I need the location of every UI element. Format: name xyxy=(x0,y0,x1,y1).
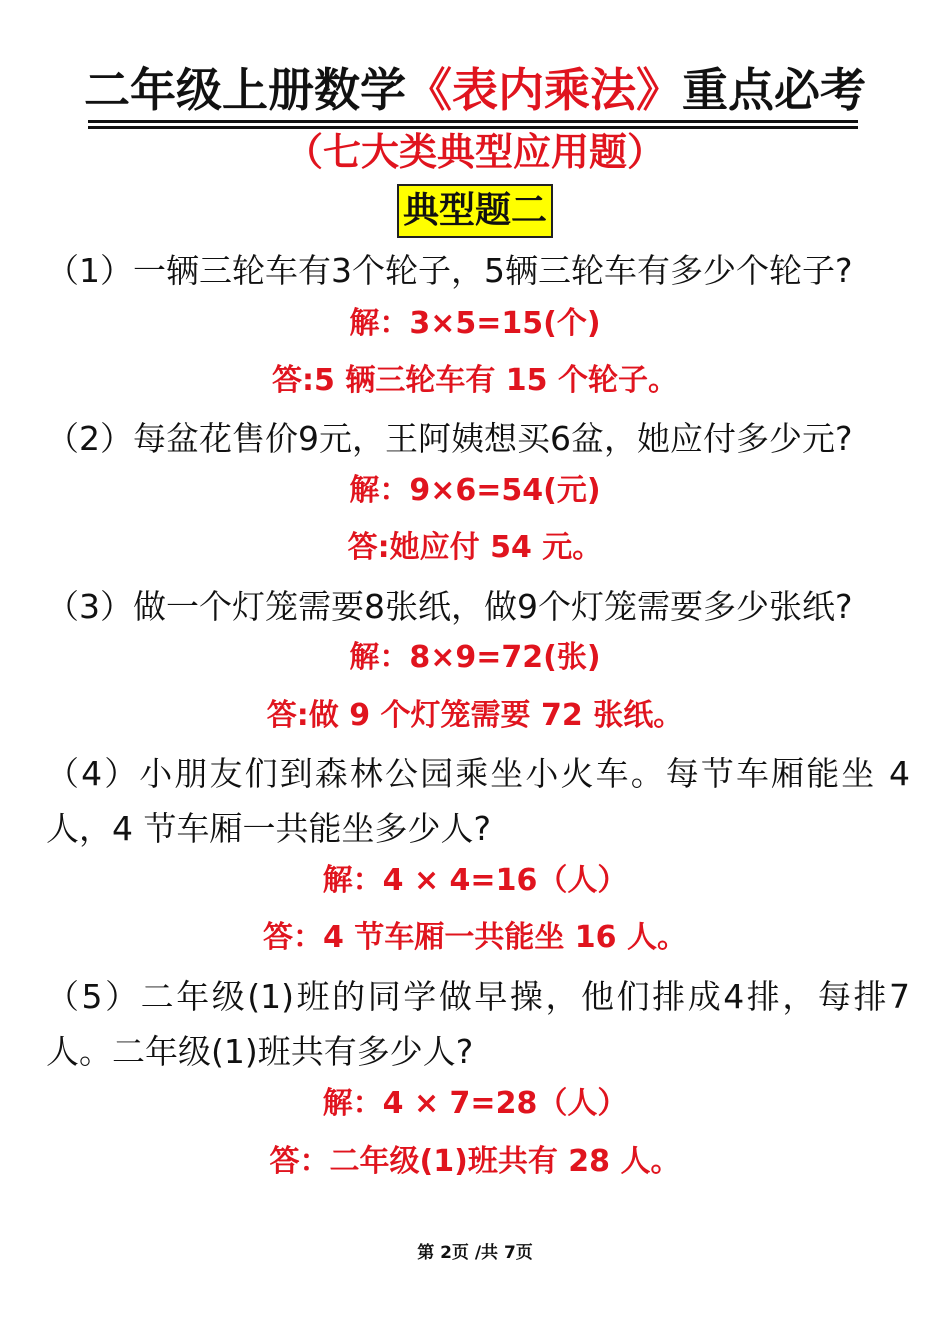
problem-5-answer: 答：二年级(1)班共有 28 人。 xyxy=(269,1144,681,1179)
problem-1-answer: 答:5 辆三轮车有 15 个轮子。 xyxy=(272,363,678,398)
page-subtitle: （七大类典型应用题） xyxy=(284,130,665,174)
problem-3-solution: 解：8×9=72(张) xyxy=(349,640,601,675)
problem-4-question: （4）小朋友们到森林公园乘坐小火车。每节车厢能坐 4 人，4 节车厢一共能坐多少人? xyxy=(46,754,910,848)
title-suffix: 重点必考 xyxy=(682,63,866,117)
problem-3-answer: 答:做 9 个灯笼需要 72 张纸。 xyxy=(266,698,684,733)
problem-5-solution: 解：4 × 7=28（人） xyxy=(322,1086,628,1121)
problem-4-answer: 答：4 节车厢一共能坐 16 人。 xyxy=(263,920,687,955)
problem-2-answer: 答:她应付 54 元。 xyxy=(347,530,603,565)
section-badge: 典型题二 xyxy=(397,184,553,238)
problem-2-question: （2）每盆花售价9元，王阿姨想买6盆，她应付多少元? xyxy=(46,419,853,458)
problem-1-solution: 解：3×5=15(个) xyxy=(349,306,601,341)
section-badge-row xyxy=(0,184,950,238)
problem-4-solution: 解：4 × 4=16（人） xyxy=(322,863,628,898)
title-underline-top xyxy=(88,120,858,123)
problem-3-question: （3）做一个灯笼需要8张纸，做9个灯笼需要多少张纸? xyxy=(46,587,853,626)
page-title xyxy=(0,58,950,122)
problem-1-question: （1）一辆三轮车有3个轮子，5辆三轮车有多少个轮子? xyxy=(46,251,853,290)
problem-5-question: （5）二年级(1)班的同学做早操，他们排成4排，每排7人。二年级(1)班共有多少人? xyxy=(46,977,910,1071)
title-prefix: 二年级上册数学 xyxy=(84,63,406,117)
title-highlight: 《表内乘法》 xyxy=(406,63,682,117)
problem-2-solution: 解：9×6=54(元) xyxy=(349,473,601,508)
page-number-footer: 第 2页 /共 7页 xyxy=(417,1243,533,1263)
